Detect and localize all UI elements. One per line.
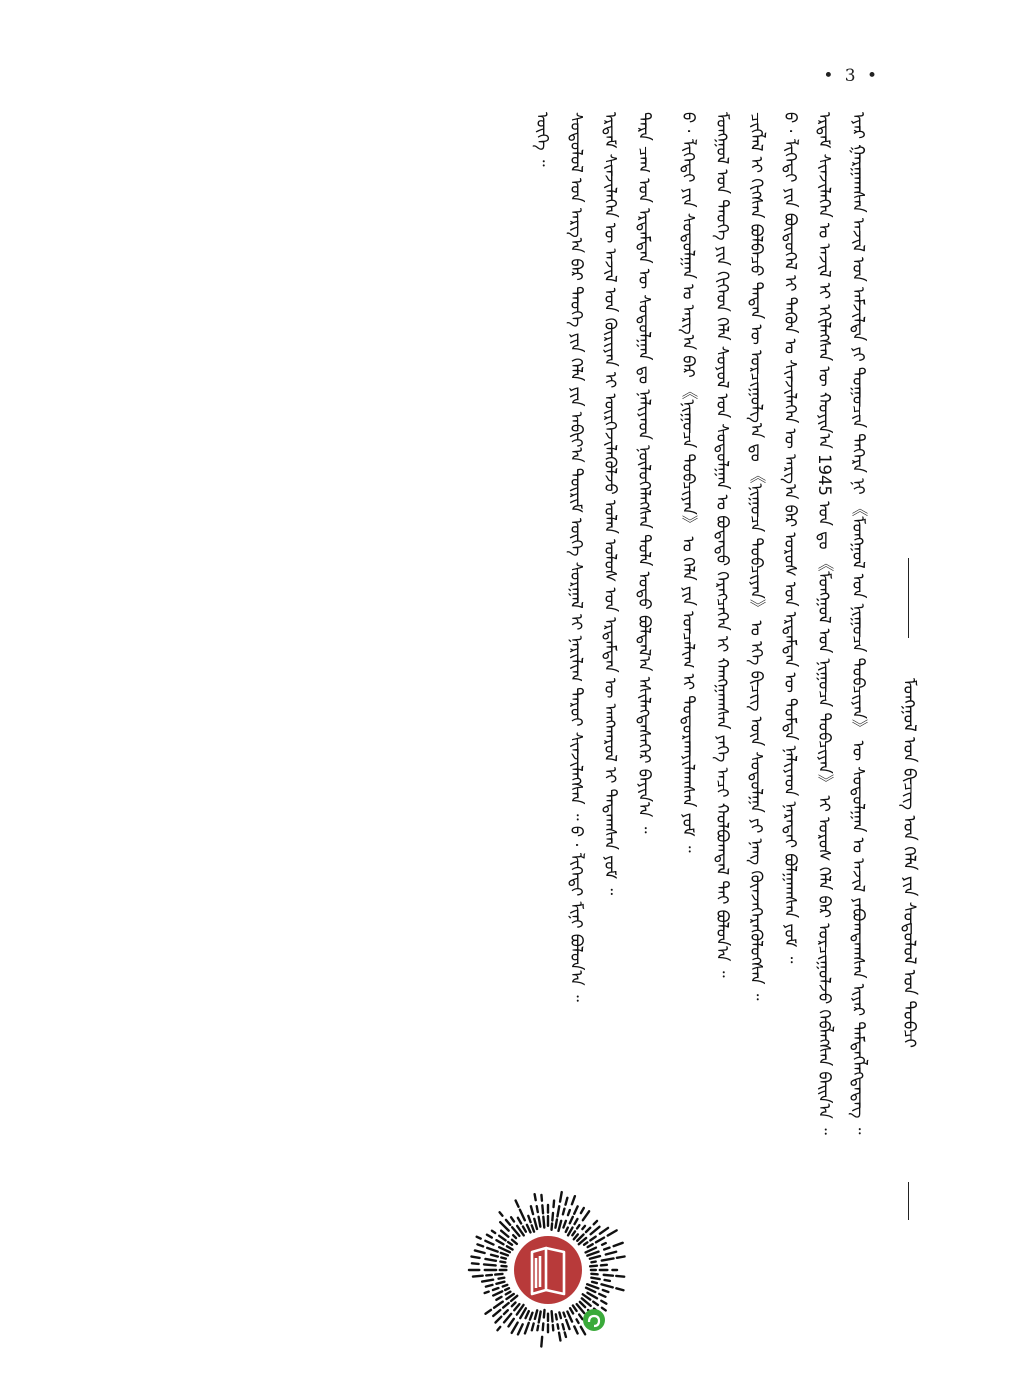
- qr-ray: [581, 1208, 584, 1213]
- qr-ray: [486, 1285, 493, 1287]
- qr-ray: [506, 1220, 510, 1225]
- qr-ray: [500, 1222, 508, 1230]
- qr-ray: [544, 1310, 545, 1318]
- text-column: ᠮᠣᠩᠭᠣᠯ ᠤᠨ ᠲᠡᠦᠬᠡ ᠶᠢᠨ ᠬᠢᠭᠡᠳ ᠬᠡᠯᠡ ᠰᠣᠶᠣᠯ ᠤᠨ ᠰᠤᠳᠤᠯᠭᠠᠨ ᠤ ᠪᠣᠳᠠᠲᠤ ᠬᠡᠷᠡᠭᠴᠡᠭᠡᠨ ᠢ ᠬᠠᠩᠭᠠᠭᠰᠠᠨ ᠶᠡᠬᠡ ᠠᠴᠢ ᠬᠣᠯᠪᠣᠭᠳᠠᠯ ᠲᠠᠢ ᠪᠣᠯᠤᠨ᠎ᠠ ᠃: [713, 112, 732, 978]
- text-column: ᠡᠶᠡᠷ ᠭᠠᠷᠭᠠᠭᠰᠠᠨ ᠠᠵᠢᠯ ᠤᠨ ᠠᠮᠵᠢᠯᠲᠠ ᠶᠢ ᠲᠣᠭᠣᠴᠢᠨ ᠳᠡᠭᠡᠷᠡ ᠨᠢ 《ᠮᠣᠩᠭᠣᠯ ᠤᠨ ᠨᠢᠭᠤᠴᠠ ᠲᠣᠪᠴᠢᠶᠠᠨ》 ᠦ ᠰᠤᠳᠤᠯᠭᠠᠨ ᠤ ᠠᠵᠢᠯ ᠶᠠᠪᠤᠭᠳᠠᠭᠰᠠᠨ ᠢᠶᠠᠷ ᠲᠡᠮᠳᠡᠭᠯᠡᠭᠳᠡᠳᠡᠭ ᠃: [849, 112, 868, 1135]
- qr-ray: [528, 1216, 530, 1222]
- qr-ray: [601, 1265, 607, 1266]
- qr-ray: [512, 1302, 516, 1306]
- qr-ray: [563, 1209, 565, 1215]
- qr-ray: [507, 1246, 513, 1249]
- qr-ray: [530, 1313, 533, 1320]
- qr-code[interactable]: [466, 1188, 636, 1358]
- qr-ray: [518, 1324, 523, 1334]
- qr-ray: [584, 1242, 587, 1244]
- qr-ray: [602, 1308, 606, 1311]
- qr-ray: [475, 1250, 485, 1253]
- qr-ray: [511, 1217, 514, 1221]
- qr-ray: [493, 1291, 502, 1295]
- qr-ray: [601, 1284, 612, 1287]
- qr-ray: [563, 1221, 565, 1228]
- qr-ray: [535, 1194, 536, 1200]
- qr-ray: [495, 1317, 501, 1323]
- qr-ray: [477, 1244, 483, 1246]
- qr-ray: [539, 1217, 541, 1227]
- qr-ray: [493, 1310, 500, 1316]
- qr-ray: [512, 1240, 517, 1244]
- qr-ray: [599, 1294, 605, 1297]
- qr-ray: [542, 1205, 543, 1213]
- qr-ray: [558, 1324, 559, 1328]
- qr-ray: [590, 1256, 600, 1259]
- qr-ray: [586, 1228, 590, 1232]
- qr-ray: [590, 1237, 595, 1241]
- qr-ray: [567, 1312, 572, 1322]
- qr-ray: [616, 1276, 624, 1277]
- qr-ray: [606, 1252, 616, 1255]
- text-column: ᠦᠭᠡ ᠃: [533, 112, 552, 167]
- qr-ray: [534, 1219, 537, 1229]
- header-rule-top: [908, 558, 909, 638]
- qr-ray: [572, 1231, 575, 1235]
- qr-ray: [570, 1217, 573, 1223]
- qr-ray: [577, 1225, 579, 1228]
- qr-ray: [504, 1314, 511, 1322]
- qr-ray: [535, 1310, 537, 1319]
- qr-ray: [520, 1210, 525, 1220]
- qr-ray: [491, 1255, 498, 1257]
- body-text: [138, 112, 873, 1292]
- qr-ray: [531, 1206, 533, 1214]
- qr-ray: [537, 1206, 538, 1212]
- qr-ray: [487, 1248, 497, 1252]
- qr-ray: [499, 1278, 505, 1279]
- qr-ray: [505, 1288, 509, 1290]
- qr-ray: [525, 1323, 529, 1334]
- qr-ray: [568, 1210, 570, 1215]
- qr-ray: [516, 1201, 519, 1207]
- qr-ray: [493, 1288, 498, 1290]
- qr-ray: [591, 1262, 595, 1263]
- page-number: • 3 •: [823, 66, 880, 86]
- header-rule-bottom: [908, 1182, 909, 1220]
- qr-ray: [485, 1259, 495, 1261]
- qr-ray: [532, 1323, 534, 1330]
- qr-ray: [554, 1201, 555, 1208]
- qr-ray: [563, 1324, 564, 1329]
- qr-ray: [559, 1312, 561, 1318]
- text-column: ᠡᠷᠳᠡᠮ ᠰᠢᠨᠵᠢᠯᠡᠭᠡᠨ ᠦ ᠠᠵᠢᠯ ᠤᠨ ᠬᠦᠷᠢᠶᠡᠨ ᠢ ᠦᠷᠭᠡᠵᠢᠯᠡᠭᠦᠯᠵᠦ ᠣᠯᠠᠨ ᠤᠯᠤᠰ ᠤᠨ ᠡᠷᠳᠡᠮᠲᠡᠨ ᠦ ᠠᠩᠬᠠᠷᠤᠯ ᠢ ᠲᠠᠲᠠᠭᠰᠠᠨ ᠶᠤᠮ ᠃: [601, 112, 620, 896]
- qr-ray: [506, 1292, 511, 1295]
- qr-ray: [496, 1240, 503, 1244]
- qr-ray: [557, 1206, 559, 1216]
- running-title: ᠮᠣᠩᠭᠣᠯ ᠤᠨ ᠪᠢᠴᠢᠭ ᠤᠨ ᠬᠡᠯᠡ ᠶᠢᠨ ᠰᠤᠳᠤᠯᠤᠯ ᠤᠨ ᠲᠣᠪᠴᠢ: [899, 678, 919, 1048]
- qr-ray: [588, 1244, 593, 1247]
- qr-ray: [581, 1327, 585, 1335]
- qr-ray: [582, 1226, 585, 1229]
- qr-ray: [539, 1312, 541, 1323]
- qr-ray: [587, 1284, 598, 1288]
- qr-ray: [601, 1301, 606, 1304]
- text-column: ᠪ · ᠯᠢᠭᠡᠳᠢ ᠶᠢᠨ ᠪᠦᠲᠦᠭᠡᠯ ᠢ ᠲᠡᠭᠦᠨ ᠤ ᠰᠢᠨᠵᠢᠯᠡᠭᠡᠨ ᠦ ᠠᠷᠭ᠎ᠠ ᠪᠠᠷ ᠤᠷᠤᠰ ᠤᠨ ᠡᠷᠳᠡᠮᠲᠡᠨ ᠦ ᠳᠤᠮᠳᠠ ᠨᠡᠯᠢᠶᠡᠳ ᠨᠡᠷᠡᠲᠡᠢ ᠪᠣᠯᠭᠠᠭᠰᠠᠨ ᠶᠤᠮ ᠃: [781, 112, 800, 964]
- qr-ray: [603, 1290, 609, 1292]
- qr-ray: [574, 1326, 577, 1333]
- qr-ray: [574, 1234, 578, 1239]
- qr-ray: [577, 1319, 579, 1323]
- qr-ray: [487, 1235, 492, 1238]
- qr-ray: [574, 1206, 577, 1213]
- qr-ray: [484, 1264, 496, 1265]
- qr-ray: [496, 1297, 501, 1300]
- qr-badge: [514, 1236, 582, 1304]
- qr-ray: [541, 1195, 542, 1201]
- text-column: ᠰᠤᠳᠤᠯᠤᠯ ᠤᠨ ᠠᠷᠭ᠎ᠠ ᠪᠠᠷ ᠲᠡᠦᠬᠡ ᠶᠢᠨ ᠬᠡᠯᠡ ᠶᠢᠨ ᠠᠪᠢᠶ᠎ᠠ ᠳᠦᠷᠢᠮ ᠦᠭᠡ ᠰᠤᠷᠭᠠᠯ ᠢ ᠨᠠᠷᠢᠯᠢᠭ ᠳᠠᠷᠤᠢ ᠰᠢᠨᠵᠢᠯᠡᠭᠰᠡᠨ ᠃ ᠪ · ᠯᠢᠭᠡᠳᠢ ᠮᠢᠨᠢ ᠪᠣᠯᠤᠨ᠎ᠠ ᠃: [567, 112, 586, 1002]
- qr-ray: [508, 1242, 512, 1245]
- text-column: ᠪ · ᠯᠢᠭᠡᠳᠢ ᠶᠢᠨ ᠰᠤᠳᠤᠯᠭᠠᠨ ᠤ ᠠᠷᠭ᠎ᠠ ᠪᠠᠷ 《ᠨᠢᠭᠤᠴᠠ ᠲᠣᠪᠴᠢᠶᠠᠨ》 ᠤ ᠬᠡᠯᠡ ᠶᠢᠨ ᠣᠨᠴᠠᠯᠢᠭ ᠢ ᠲᠣᠳᠣᠷᠬᠠᠶᠢᠯᠠᠭᠰᠠᠨ ᠶᠤᠮ ᠃: [679, 112, 698, 853]
- qr-ray: [587, 1252, 598, 1256]
- qr-ray: [499, 1236, 505, 1241]
- qr-ray: [513, 1235, 516, 1238]
- qr-ray: [555, 1219, 556, 1227]
- qr-ray: [580, 1302, 585, 1307]
- qr-ray: [616, 1288, 623, 1290]
- qr-ray: [471, 1257, 479, 1258]
- qr-ray: [496, 1282, 504, 1284]
- qr-ray: [501, 1231, 508, 1237]
- qr-ray: [543, 1217, 544, 1228]
- qr-ray: [556, 1314, 557, 1319]
- qr-ray: [494, 1302, 503, 1308]
- qr-ray: [566, 1228, 568, 1232]
- qr-ray: [552, 1224, 553, 1230]
- qr-ray: [559, 1333, 560, 1341]
- qr-ray: [552, 1213, 553, 1221]
- qr-ray: [532, 1225, 534, 1231]
- qr-ray: [518, 1218, 521, 1224]
- qr-ray: [602, 1258, 614, 1260]
- qr-ray: [591, 1227, 600, 1234]
- qr-ray: [586, 1288, 595, 1292]
- qr-ray: [574, 1219, 577, 1224]
- qr-ray: [566, 1320, 569, 1329]
- qr-ray: [591, 1278, 599, 1279]
- qr-ray: [565, 1332, 566, 1336]
- qr-ray: [482, 1280, 493, 1282]
- qr-ray: [503, 1285, 508, 1287]
- qr-ray: [594, 1221, 597, 1224]
- qr-ray: [485, 1292, 489, 1293]
- qr-ray: [566, 1198, 568, 1205]
- qr-ray: [572, 1196, 575, 1204]
- qr-ray: [500, 1212, 503, 1215]
- qr-ray: [570, 1308, 573, 1313]
- qr-ray: [600, 1228, 608, 1234]
- qr-ray: [604, 1275, 613, 1276]
- qr-ray: [501, 1257, 506, 1258]
- qr-ray: [527, 1225, 530, 1232]
- text-column: ᠴᠢᠭᠯᠡᠯ ᠢ ᠬᠢᠭᠰᠡᠨ ᠪᠣᠯᠪᠠᠴᠤ ᠲᠡᠳᠡᠨ ᠦ ᠣᠷᠴᠢᠭᠤᠯᠭ᠎ᠠ ᠳᠤ 《ᠨᠢᠭᠤᠴᠠ ᠲᠣᠪᠴᠢᠶᠠᠨ》 ᠤ ᠡᠬᠡ ᠪᠢᠴᠢᠭ ᠦᠨ ᠰᠤᠳᠤᠯᠭᠠ ᠶᠢ ᠨᠡᠩ ᠭᠦᠨᠵᠡᠭᠡᠷᠡᠭᠦᠯᠦᠭᠰᠡᠨ ᠃: [747, 112, 766, 1001]
- qr-ray: [495, 1274, 502, 1275]
- qr-ray: [537, 1326, 538, 1330]
- qr-ray: [501, 1253, 508, 1256]
- qr-ray: [586, 1248, 596, 1253]
- qr-ray: [500, 1262, 505, 1263]
- qr-ray: [509, 1319, 514, 1327]
- qr-ray: [564, 1313, 565, 1317]
- text-column: ᠲᠡᠷᠡ ᠴᠠᠭ ᠤᠨ ᠡᠷᠳᠡᠮᠲᠡᠨ ᠦ ᠰᠤᠳᠤᠯᠭᠠᠨ ᠳᠤ ᠨᠡᠯᠢᠶᠡᠳ ᠨᠦᠯᠦᠭᠡᠯᠡᠭᠰᠡᠨ ᠲᠤᠯᠠ ᠣᠳᠣ ᠪᠣᠯᠲᠠᠯ᠎ᠠ ᠡᠰᠢᠯᠡᠭᠳᠡᠰᠡᠭᠡᠷ ᠪᠠᠶᠢᠨ᠎ᠠ ᠃: [635, 112, 654, 834]
- qr-ray: [605, 1280, 610, 1281]
- qr-ray: [593, 1302, 598, 1305]
- qr-ray: [552, 1311, 553, 1321]
- qr-ray: [614, 1243, 623, 1246]
- qr-ray: [514, 1304, 519, 1310]
- mini-program-icon: [583, 1309, 605, 1331]
- qr-ray: [573, 1305, 577, 1310]
- qr-ray: [541, 1337, 542, 1347]
- text-column: ᠡᠷᠳᠡᠮ ᠰᠢᠨᠵᠢᠯᠡᠭᠡᠨ ᠤ ᠠᠵᠢᠯ ᠢ ᠡᠬᠢᠯᠡᠭᠰᠡᠨ ᠦ ᠬᠣᠶᠢᠨ᠎ᠠ 1945 ᠣᠨ ᠳᠤ 《ᠮᠣᠩᠭᠣᠯ ᠤᠨ ᠨᠢᠭᠤᠴᠠ ᠲᠣᠪᠴᠢᠶᠠᠨ》 ᠢ ᠤᠷᠤᠰ ᠬᠡᠯᠡ ᠪᠡᠷ ᠣᠷᠴᠢᠭᠤᠯᠵᠤ ᠬᠡᠪᠯᠡᠭᠰᠡᠨ ᠪᠠᠢᠨ᠎ᠠ ᠃: [815, 112, 834, 1135]
- qr-ray: [523, 1227, 526, 1232]
- qr-ray: [608, 1230, 617, 1235]
- qr-ray: [497, 1327, 500, 1330]
- qr-ray: [477, 1237, 481, 1239]
- qr-ray: [558, 1221, 561, 1231]
- qr-ray: [579, 1315, 582, 1320]
- qr-ray: [592, 1282, 597, 1283]
- qr-ray: [526, 1311, 529, 1318]
- qr-ray: [583, 1211, 589, 1220]
- qr-ray: [602, 1243, 606, 1245]
- qr-ray: [590, 1266, 597, 1267]
- qr-ray: [543, 1323, 544, 1330]
- qr-ray: [485, 1310, 491, 1314]
- running-header: [893, 558, 925, 1220]
- qr-ray: [604, 1248, 609, 1250]
- qr-ray: [503, 1303, 508, 1308]
- qr-ray: [512, 1323, 518, 1333]
- qr-ray: [473, 1276, 483, 1277]
- qr-ray: [472, 1263, 479, 1264]
- qr-ray: [617, 1256, 625, 1257]
- qr-ray: [504, 1310, 508, 1314]
- qr-ray: [591, 1274, 597, 1275]
- qr-ray: [596, 1238, 604, 1243]
- qr-ray: [560, 1192, 562, 1201]
- qr-ray: [485, 1241, 493, 1245]
- qr-ray: [492, 1231, 495, 1233]
